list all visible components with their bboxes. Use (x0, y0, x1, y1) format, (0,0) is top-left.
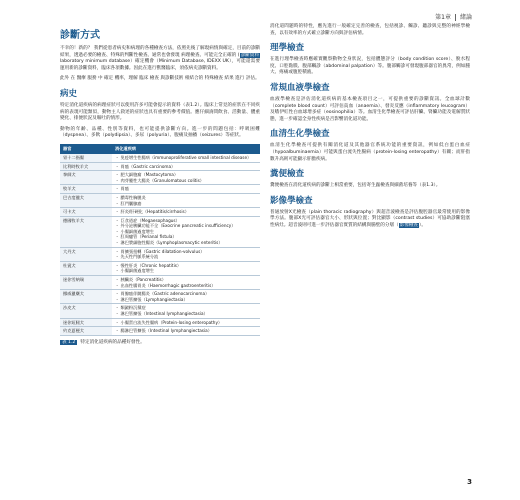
faecal-paragraph: 糞便檢查在消化道疾病的診斷上相當重要，包括寄生蟲檢查與細菌培養等（表1.3）。 (270, 183, 441, 189)
disease-item: ・ 巨食道症（Megaesophagus） (115, 217, 180, 223)
history-paragraph-1: 特定消化道疾病的病理症狀可以使用許多可能會提示的資料（表1.2）。臨床上常見的症狀在不同疾病的表現可能類似，動物主人敘述的症狀也具有重要的參考價值。應仔細詢問飲食、活動量、體重變化、排便狀況及嘔吐的情形。 (60, 102, 260, 122)
disease-item: ・ 淋巴管擴張（Lymphangiectasia） (115, 296, 188, 302)
disease-item: ・ 膿毒性胸膜炎 (115, 194, 146, 200)
intro-paragraph (60, 46, 260, 72)
imaging-text-tail: ）。 (419, 222, 426, 228)
disease-cell (112, 318, 260, 327)
disease-cell (112, 216, 260, 247)
disease-cell (112, 162, 260, 171)
breed-cell: 德國牧羊犬 (60, 216, 112, 247)
disease-item: ・ 胰臟炎（Pancreatitis） (115, 277, 166, 283)
disease-cell (112, 290, 260, 304)
disease-item: ・ 肛門囊腺癌 (115, 200, 142, 206)
table-row (60, 193, 260, 207)
disease-cell (112, 327, 260, 336)
right-intro-paragraph: 消化道問題時的特性，應先進行一般確定完善的檢查，包括視診、觸診、聽診與完整的神經學檢查，以有效率的方式確立診斷方向與評估病情。 (270, 24, 470, 36)
table-row (60, 247, 260, 261)
table-header-disease: 消化道疾病 (112, 144, 260, 154)
table-row (60, 304, 260, 318)
highlight-term: 診斷資料 (240, 52, 259, 58)
section-heading-faecal: 糞便檢查 (270, 169, 305, 180)
page-number: 3 (467, 478, 472, 486)
disease-item: ・ 淋巴管擴張（Intestinal lymphangiectasia） (115, 311, 208, 316)
disease-cell (112, 247, 260, 261)
disease-cell (112, 208, 260, 217)
breed-cell: 挪威獵麋犬 (60, 290, 112, 304)
disease-item: ・ 小腸細菌過度增生 (115, 268, 155, 274)
disease-item: ・ 淋巴漿細胞性腸炎（Lymphoplasmacytic enteritis） (115, 240, 223, 246)
disease-item: ・ 外分泌胰臟功能不全（Exocrine pancreatic insufficiency） (115, 223, 236, 229)
breed-cell: 迷你短腿犬 (60, 318, 112, 327)
imaging-highlight-term: 影像檢查 (399, 222, 419, 228)
physical-exam-paragraph: 在進行理學檢查時應確實觀察動物全身狀況，包括體態評分（body condition score）、脫水程度、口腔黏膜、腹部觸診（abdominal palpation）等。腹部觸診可發現腹部器官的異常，例如腫大、疼痛或腹腔積液。 (270, 57, 470, 76)
disease-item: ・ 胃癌 (115, 186, 129, 192)
breed-cell: 大丹犬 (60, 247, 112, 261)
disease-item: ・ 肝炎/肝硬化（Hepatitis/cirrhosis） (115, 209, 189, 215)
breed-cell: 拳師犬 (60, 171, 112, 185)
disease-cell (112, 193, 260, 207)
table-header-breed: 器官 (60, 144, 112, 154)
disease-item: ・ 小腸細菌過度增生 (115, 228, 155, 234)
chapter-title: 緒論 (459, 14, 472, 21)
imaging-text: 普通放射X光檢查（plain thoracic radiography）與超音波檢查是評估腹腔器官最常使用的影像學方法。腹部X光可評估器官大小、形狀與位置；對比顯影（contrast studies）可協助診斷阻塞性病灶。超音波則可進一步評估器官實質的結構與腸壁的分層（ (270, 209, 470, 228)
caption-text: 特定消化道疾病的品種好發性。 (80, 339, 145, 345)
breed-cell: 比利時牧羊犬 (60, 162, 112, 171)
chapter-label: 第1章 (435, 14, 451, 21)
breed-cell: 沙皮犬 (60, 304, 112, 318)
intro-paragraph-2: 此外 在 醫療 服務 中 確定 機率，理解 臨床 檢查 與診斷技術 相結合的 特殊檢查 結果 進行 評估。 (60, 76, 260, 82)
breed-cell: 巴吉度獵犬 (60, 193, 112, 207)
disease-cell (112, 171, 260, 185)
disease-cell (112, 261, 260, 275)
disease-cell (112, 185, 260, 194)
section-heading-haematology: 常規血液學檢查 (270, 82, 330, 93)
breed-disease-table (60, 144, 260, 336)
left-column (60, 24, 260, 345)
disease-cell (112, 154, 260, 162)
table-row (60, 185, 260, 194)
imaging-paragraph (270, 210, 470, 230)
breed-cell: 可卡犬 (60, 208, 112, 217)
table-row (60, 290, 260, 304)
right-column (270, 24, 470, 234)
section-heading-biochemistry: 血清生化學檢查 (270, 129, 330, 140)
table-row (60, 318, 260, 327)
breed-cell: 牧羊犬 (60, 185, 112, 194)
disease-item: ・ 胃癌（Gastric carcinoma） (115, 163, 176, 169)
disease-item: ・ 免疫增生性腸病（immunoproliferative small intestinal disease） (115, 154, 252, 160)
disease-item: ・ 類澱粉沉積症 (115, 305, 146, 311)
disease-item: ・ 胃擴張扭轉（Gastric dilatation-volvulus） (115, 248, 205, 254)
section-heading-imaging: 影像學檢查 (270, 195, 313, 206)
disease-item: ・ 肥大細胞瘤（Mastocytoma） (115, 172, 179, 178)
table-row (60, 327, 260, 336)
section-heading-history: 病史 (60, 88, 78, 99)
table-row (60, 261, 260, 275)
breed-cell: 約克夏梗犬 (60, 327, 112, 336)
disease-item: ・ 腸淋巴管擴張（Intestinal lymphangiectasia） (115, 328, 212, 334)
disease-item: ・ 慢性肝炎（Chronic hepatitis） (115, 262, 182, 268)
haematology-paragraph: 血液學檢查是評估消化道疾病的基本檢查項目之一，可提供重要的診斷資訊。全血球計數（complete blood count）可評估貧血（anaemia）、發炎反應（inflammatory leucogram）及嗜伊紅性白血球增多症（eosinophilia）等。血清生化學檢查可評估肝臟、腎臟功能及電解質狀態，進一步確認全身性疾病是否影響消化道功能。 (270, 96, 470, 122)
table-row (60, 216, 260, 247)
disease-item: ・ 出血性腸胃炎（Haemorrhagic gastroenteritis） (115, 282, 216, 288)
disease-cell (112, 304, 260, 318)
running-header (435, 12, 472, 21)
section-heading-diagnosis: 診斷方式 (60, 30, 100, 41)
disease-item: ・ 胃腺癌伴隨腸炎（Gastric adenocarcinoma） (115, 291, 210, 297)
header-divider (455, 14, 456, 21)
intro-text-a: 不幸的！新的？ 我們從患者病史和病理的各種檢查方法，依照先後了解現病情與確定，目前的診斷結果，透過必要的檢查、特殊的判斷性檢查、通常也會發現 病理檢查、可能完全正確的 ( (60, 46, 260, 58)
breed-cell: 胃十二指腸 (60, 154, 112, 162)
breed-cell: 杜賓犬 (60, 261, 112, 275)
table-row (60, 208, 260, 217)
disease-item: ・ 先天性門脈系統分流 (115, 254, 159, 260)
disease-item: ・ 小腸蛋白流失性腸病（Protein-losing enteropathy） (115, 319, 223, 325)
disease-item: ・ 肉芽腫性大腸炎（Granulomatous colitis） (115, 177, 204, 183)
table-header-row (60, 144, 260, 154)
disease-item: ・ 肛周瘻管（Perianal fistula） (115, 234, 177, 240)
biochemistry-paragraph: 血清生化學檢查可提供有關消化道及其他器官系統功能的重要資訊，例如低白蛋白血症（hypoalbuminaemia）可能與蛋白流失性腸病（protein-losing enteropathy）有關；而肝指數升高則可能顯示肝膽疾病。 (270, 143, 470, 162)
table-row (60, 154, 260, 162)
intro-text-b: laboratory minimum database）確定機會（Minimum Database, IDEXX UK），可能還需要運用新的診斷資料，臨床各項數據。因此在進行獸醫臨床，須依病史診斷資料。 (60, 59, 260, 71)
section-heading-physical-exam: 理學檢查 (270, 43, 305, 54)
caption-tag: 表 1.2 (62, 339, 76, 345)
table-body (60, 154, 260, 335)
table-row (60, 276, 260, 290)
disease-cell (112, 276, 260, 290)
table-row (60, 162, 260, 171)
table-row (60, 171, 260, 185)
breed-cell: 迷你雪納瑞 (60, 276, 112, 290)
table-caption (60, 339, 260, 345)
history-paragraph-2: 動物的年齡、品種、性別等資料，也可能提供診斷方向。進一步的問題包括：呼吸困難（dyspnea）、多飲（polydipsia）、多尿（polyuria）、腹痛及抽搐（seizures）等症狀。 (60, 126, 260, 139)
